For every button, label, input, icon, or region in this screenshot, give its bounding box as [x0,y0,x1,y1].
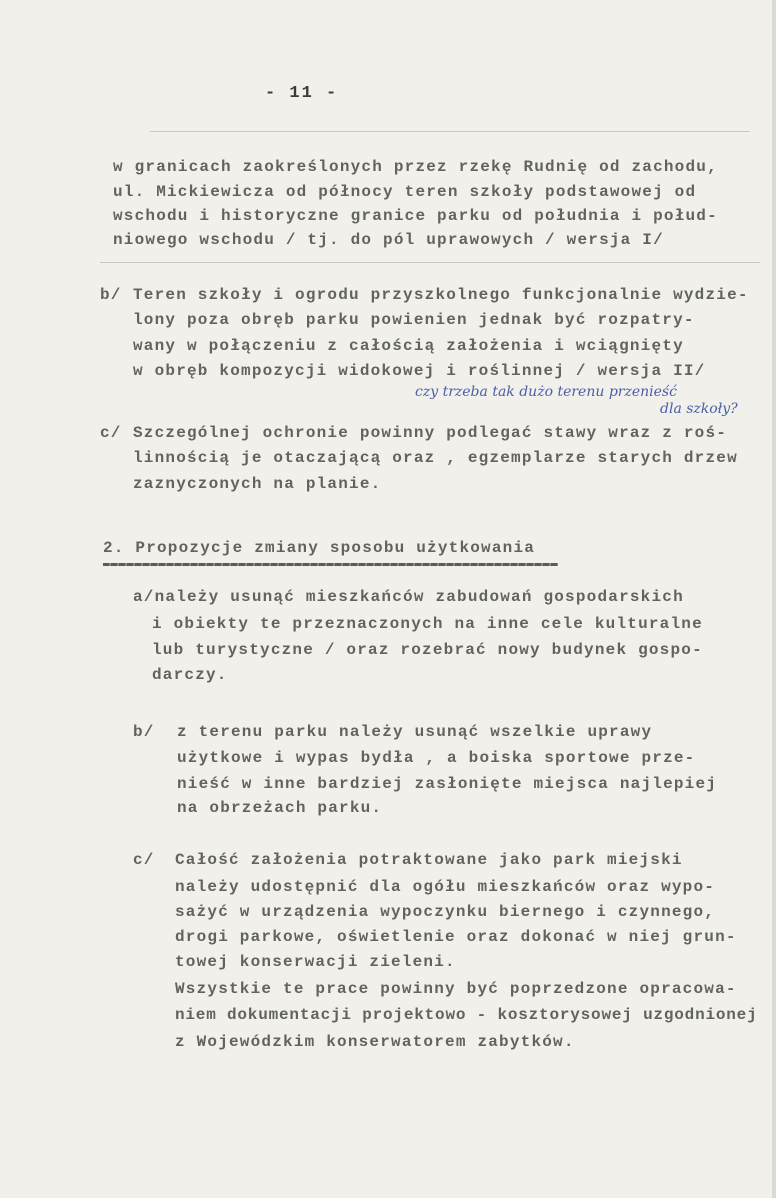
text-line: Całość założenia potraktowane jako park miejski [175,851,683,869]
text-line: na obrzeżach parku. [177,799,383,817]
item-label: b/ [100,286,122,304]
text-line: wschodu i historyczne granice parku od południa i połud- [113,207,718,225]
item-label: c/ [133,851,155,869]
text-line: a/należy usunąć mieszkańców zabudowań gospodarskich [133,588,684,606]
text-line: ul. Mickiewicza od północy teren szkoły podstawowej od [113,183,697,201]
text-line: Wszystkie te prace powinny być poprzedzone opracowa- [175,980,737,998]
heading-underline [103,563,558,566]
text-line: zaznyczonych na planie. [133,475,382,493]
text-line: drogi parkowe, oświetlenie oraz dokonać w niej grun- [175,928,737,946]
page-number: - 11 - [265,84,339,103]
text-line: wany w połączeniu z całością założenia i wciągnięty [133,337,684,355]
text-line: linnością je otaczającą oraz , egzemplarze starych drzew [133,449,738,467]
text-line: darczy. [152,666,228,684]
text-line: należy udostępnić dla ogółu mieszkańców oraz wypo- [175,878,716,896]
text-line: nieść w inne bardziej zasłonięte miejsca najlepiej [177,775,718,793]
text-line: z Wojewódzkim konserwatorem zabytków. [175,1033,575,1051]
page-edge [772,0,776,1198]
text-line: Szczególnej ochronie powinny podlegać stawy wraz z roś- [133,424,728,442]
item-label: c/ [100,424,122,442]
text-line: niowego wschodu / tj. do pól uprawowych / wersja I/ [113,231,664,249]
text-line: Teren szkoły i ogrodu przyszkolnego funkcjonalnie wydzie- [133,286,749,304]
text-line: towej konserwacji zieleni. [175,953,456,971]
text-line: lony poza obręb parku powienien jednak być rozpatry- [133,311,695,329]
text-line: lub turystyczne / oraz rozebrać nowy budynek gospo- [152,641,703,659]
text-line: w granicach zaokreślonych przez rzekę Rudnię od zachodu, [113,158,718,176]
text-line: z terenu parku należy usunąć wszelkie uprawy [177,723,653,741]
text-line: sażyć w urządzenia wypoczynku biernego i czynnego, [175,903,716,921]
handwritten-note: dla szkoły? [660,401,738,417]
text-line: niem dokumentacji projektowo - kosztorysowej uzgodnionej [175,1006,758,1024]
handwritten-note: czy trzeba tak dużo terenu przenieść [415,384,677,400]
text-line: w obręb kompozycji widokowej i roślinnej / wersja II/ [133,362,706,380]
item-label: b/ [133,723,155,741]
section-heading: 2. Propozycje zmiany sposobu użytkowania [103,539,536,557]
divider [100,262,760,263]
text-line: użytkowe i wypas bydła , a boiska sportowe prze- [177,749,696,767]
text-line: i obiekty te przeznaczonych na inne cele kulturalne [152,615,703,633]
divider [150,131,750,132]
